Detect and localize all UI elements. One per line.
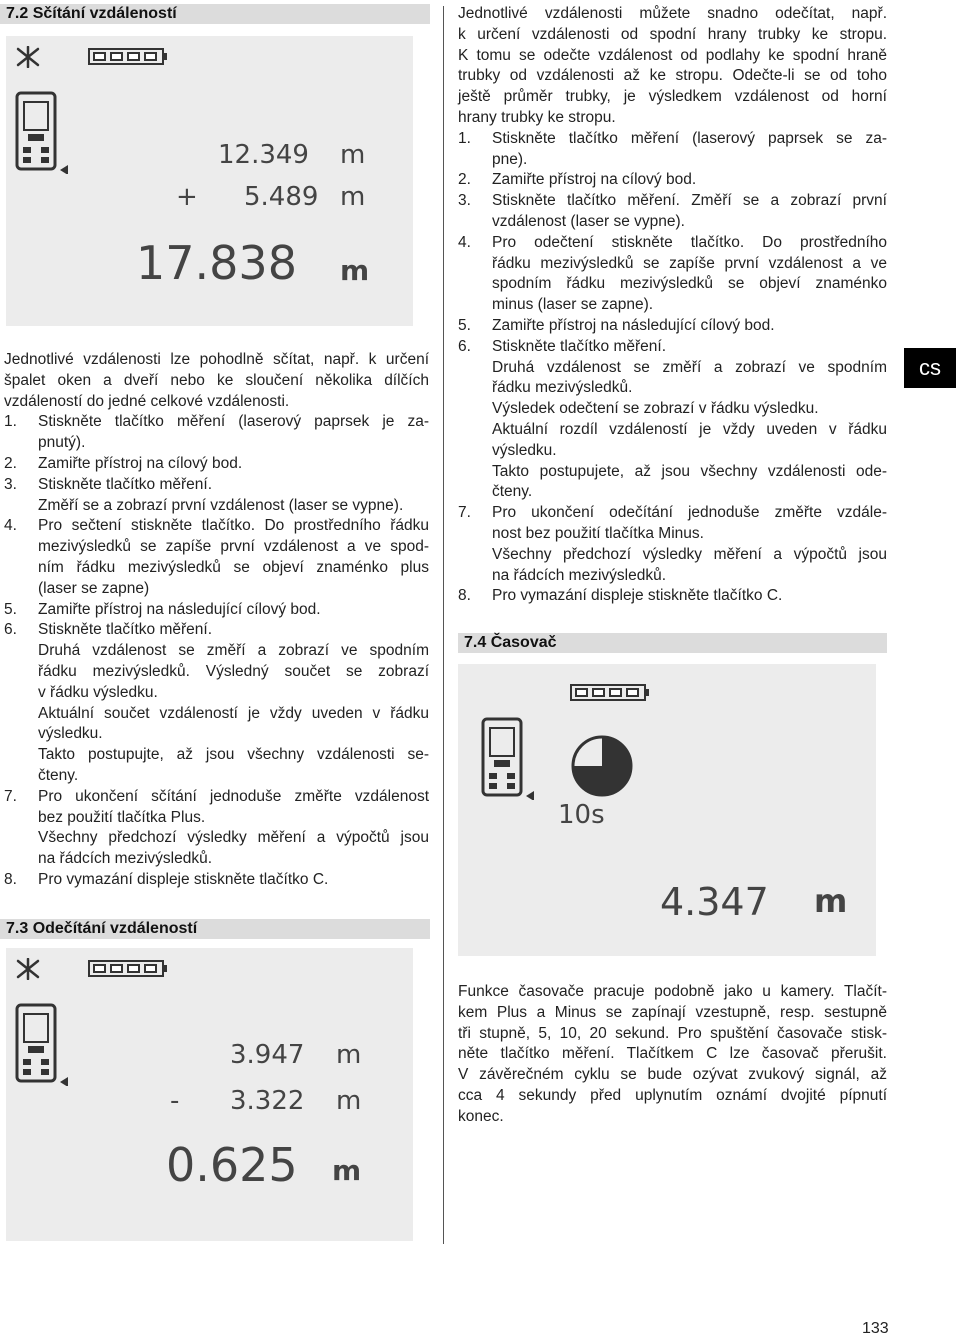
list-item: 1. Stiskněte tlačítko měření (laserový paprsek je za- pnutý). bbox=[4, 413, 429, 452]
page-number: 133 bbox=[862, 1320, 889, 1337]
body-line: něte tlačítko měření. Tlačítkem C lze časovač přerušit. bbox=[458, 1045, 887, 1063]
list-item: 2. Zamiřte přístroj na cílový bod. bbox=[4, 454, 243, 472]
display-panel-addition bbox=[6, 36, 413, 326]
display-result-unit: m bbox=[814, 882, 848, 920]
body-line: konec. bbox=[458, 1107, 504, 1125]
addition-steps bbox=[4, 412, 429, 890]
laser-icon bbox=[14, 958, 42, 980]
display-row2-value: 3.322 bbox=[230, 1086, 305, 1116]
intro-line: špalet oken a dveří nebo ke sloučení několika dílčích bbox=[4, 371, 429, 389]
list-item: 5. Zamiřte přístroj na následující cílový bod. bbox=[458, 316, 775, 334]
section-heading-addition: 7.2 Sčítání vzdáleností bbox=[0, 4, 430, 24]
subtraction-steps bbox=[458, 129, 887, 607]
list-item: 3. Stiskněte tlačítko měření. Změří se a zobrazí první vzdálenost (laser se vypne). bbox=[4, 475, 404, 514]
list-item: 6. Stiskněte tlačítko měření. Druhá vzdálenost se změří a zobrazí ve spodním řádku mezivýsledků. Výsledek odečtení se zobrazí v řádku výsledku. Aktuální rozdíl vzdáleností je vždy uveden v řádku výsledku. Takto postupujete, až jsou všechny vzdálenosti ode- čteny. bbox=[458, 337, 887, 501]
intro-line: ještě průměr trubky, je výsledkem vzdálenost od horní bbox=[458, 88, 887, 106]
list-item: 8. Pro vymazání displeje stiskněte tlačítko C. bbox=[458, 587, 783, 605]
intro-line: K tomu se odečte vzdálenost od podlahy ke spodní hraně bbox=[458, 46, 887, 64]
display-row1-value: 12.349 bbox=[218, 140, 309, 170]
list-item: 4. Pro odečtení stiskněte tlačítko. Do prostředního řádku mezivýsledků se zapíše první vzdálenost a ve spodním řádku mezivýsledků se objeví znaménko minus (laser se zapne). bbox=[458, 233, 887, 314]
intro-line: Jednotlivé vzdálenosti můžete snadno odečítat, např. bbox=[458, 5, 887, 22]
display-result-unit: m bbox=[332, 1154, 362, 1187]
display-row1-unit: m bbox=[340, 140, 366, 170]
display-panel-timer bbox=[458, 664, 876, 956]
section-heading-subtraction: 7.3 Odečítání vzdáleností bbox=[0, 919, 430, 939]
display-row2-value: 5.489 bbox=[244, 182, 319, 212]
list-item: 3. Stiskněte tlačítko měření. Změří se a zobrazí první vzdálenost (laser se vypne). bbox=[458, 192, 887, 230]
battery-icon bbox=[88, 960, 168, 978]
body-line: kem Plus a Minus se zapínají vzestupně, resp. sestupně bbox=[458, 1003, 887, 1021]
list-item: 6. Stiskněte tlačítko měření. Druhá vzdálenost se změří a zobrazí ve spodním řádku mezivýsledků. Výsledný součet se zobrazí v řádku výsledku. Aktuální součet vzdáleností je vždy uveden v řádku výsledku. Takto postupujte, až jsou všechny vzdálenosti se- čteny. bbox=[4, 621, 429, 784]
list-item: 2. Zamiřte přístroj na cílový bod. bbox=[458, 171, 697, 189]
display-result-value: 4.347 bbox=[660, 880, 769, 924]
display-row1-unit: m bbox=[336, 1040, 362, 1070]
section-heading-timer: 7.4 Časovač bbox=[458, 633, 887, 653]
body-line: V závěrečném cyklu se bude ozývat zvukový signál, až bbox=[458, 1066, 887, 1084]
timer-pie-icon bbox=[570, 734, 634, 798]
device-icon bbox=[480, 716, 540, 800]
addition-text bbox=[4, 350, 429, 891]
list-item: 4. Pro sečtení stiskněte tlačítko. Do prostředního řádku mezivýsledků se zapíše první vzdálenost a ve spod- ním řádku mezivýsledků se objeví znaménko plus (laser se zapne) bbox=[4, 517, 429, 597]
subtraction-text bbox=[458, 4, 887, 607]
display-result-value: 17.838 bbox=[136, 236, 297, 290]
display-operator: + bbox=[176, 182, 198, 212]
display-result-unit: m bbox=[340, 254, 370, 287]
body-line: tři stupně, 5, 10, 20 sekund. Pro spuštění časovače stisk- bbox=[458, 1024, 887, 1042]
display-panel-subtraction bbox=[6, 948, 413, 1241]
body-line: cca 4 sekundy před uplynutím oznámí dvojité pípnutí bbox=[458, 1086, 887, 1104]
list-item: 7. Pro ukončení odečítání jednoduše změřte vzdále- nost bez použití tlačítka Minus. Všechny předchozí výsledky měření a výpočtů jsou na řádcích mezivýsledků. bbox=[458, 504, 887, 584]
device-icon bbox=[14, 90, 74, 174]
language-tab: cs bbox=[904, 348, 956, 388]
display-row2-unit: m bbox=[336, 1086, 362, 1116]
battery-icon bbox=[570, 684, 650, 702]
intro-line: k určení vzdálenosti od spodní hrany trubky ke stropu. bbox=[458, 25, 887, 43]
list-item: 7. Pro ukončení sčítání jednoduše změřte vzdálenost bez použití tlačítka Plus. Všechny předchozí výsledky měření a výpočtů jsou na řádcích mezivýsledků. bbox=[4, 787, 429, 868]
timer-value: 10s bbox=[558, 800, 605, 830]
display-row2-unit: m bbox=[340, 182, 366, 212]
display-row1-value: 3.947 bbox=[230, 1040, 305, 1070]
list-item: 5. Zamiřte přístroj na následující cílový bod. bbox=[4, 600, 321, 618]
intro-line: Jednotlivé vzdálenosti lze pohodlně sčítat, např. k určení bbox=[4, 351, 429, 368]
display-operator: - bbox=[170, 1086, 180, 1116]
body-line: Funkce časovače pracuje podobně jako u kamery. Tlačít- bbox=[458, 983, 887, 1000]
list-item: 1. Stiskněte tlačítko měření (laserový paprsek se za- pne). bbox=[458, 129, 887, 168]
display-result-value: 0.625 bbox=[166, 1138, 298, 1192]
list-item: 8. Pro vymazání displeje stiskněte tlačítko C. bbox=[4, 870, 329, 888]
timer-text bbox=[458, 982, 887, 1128]
column-divider bbox=[443, 6, 444, 1244]
laser-icon bbox=[14, 46, 42, 68]
intro-line: hrany trubky ke stropu. bbox=[458, 108, 616, 126]
device-icon bbox=[14, 1002, 74, 1086]
intro-line: vzdáleností do jedné celkové vzdálenosti. bbox=[4, 392, 290, 410]
battery-icon bbox=[88, 48, 168, 66]
intro-line: trubky od vzdálenosti až ke stropu. Odečte-li se od toho bbox=[458, 67, 887, 85]
